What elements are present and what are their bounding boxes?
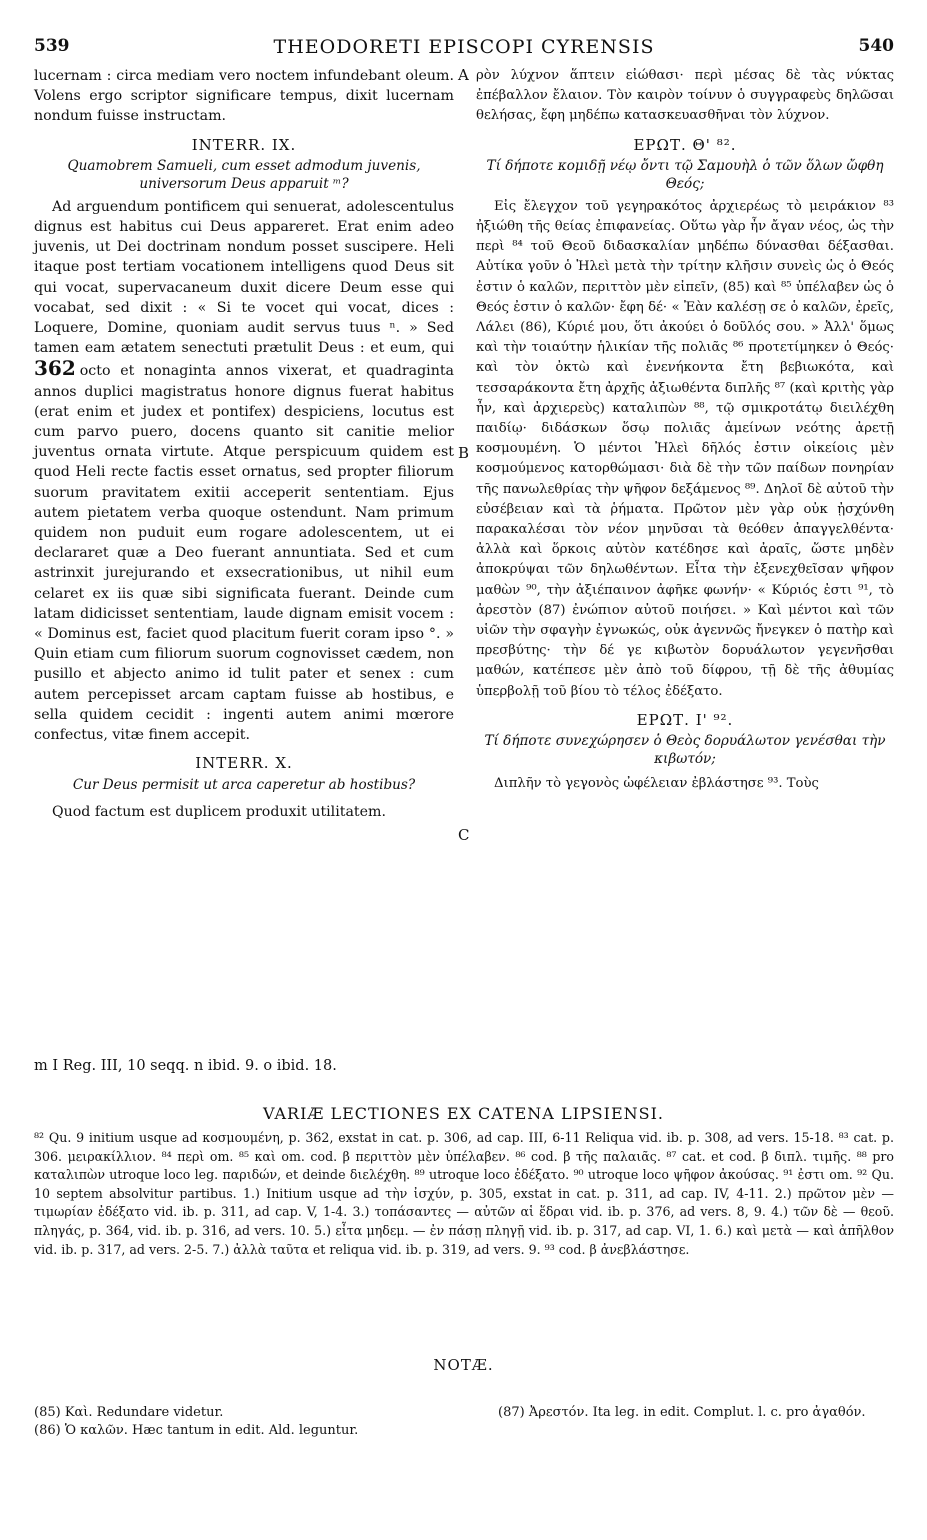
latin-question-x: Cur Deus permisit ut arca caperetur ab hostibus? [72,776,416,793]
notae-left [34,1404,454,1440]
latin-question-ix: Quamobrem Samueli, cum esset admodum juvenis, universorum Deus apparuit ᵐ? [67,157,421,192]
latin-paragraph-2 [34,197,454,745]
greek-question-ix: Τί δήποτε κομιδῇ νέῳ ὄντι τῷ Σαμουὴλ ὁ τῶν ὅλων ὤφθη Θεός; [486,157,884,192]
variae-heading: VARIÆ LECTIONES EX CATENA LIPSIENSI. [263,1104,664,1123]
note-85: (85) Καὶ. Redundare videtur. [34,1405,224,1420]
note-87: (87) Ἀρεστόν. Ita leg. in edit. Complut. l. c. pro ἀγαθόν. [498,1405,866,1420]
latin-column [34,66,454,822]
column-number: 362 [34,356,76,381]
greek-heading-ix: ΕΡΩΤ. Θ' ⁸². [633,135,737,154]
footnote-references: m I Reg. III, 10 seqq. n ibid. 9. o ibid. 18. [34,1058,337,1074]
left-page-number: 539 [34,36,70,56]
margin-letter-c: C [458,826,470,844]
greek-paragraph-3: Διπλῆν τὸ γεγονὸς ὠφέλειαν ἐβλάστησε ⁹³. Τοὺς [494,776,819,792]
greek-paragraph-2: Εἰς ἔλεγχον τοῦ γεγηρακότος ἀρχιερέως τὸ μειράκιον ⁸³ ἠξιώθη τῆς θείας ἐπιφανείας. Οὕτω γὰρ ἦν ἄγαν νέος, ὡς τὴν περὶ ⁸⁴ τοῦ Θεοῦ διδασκαλίαν μηδέπω δύνασθαι δέξασθαι. Αὐτίκα γοῦν ὁ Ἠλεὶ μετὰ τὴν τρίτην κλῆσιν συνεὶς ὡς ὁ Θεός ἐστιν ὁ καλῶν, περιττὸν μὲν εἰπεῖν, (85) καὶ ⁸⁵ ὑπέλαβεν ὡς ὁ Θεός ἐστιν ὁ καλῶν· ἔφη δέ· « Ἐὰν καλέσῃ σε ὁ καλῶν, ἐρεῖς, Λάλει (86), Κύριέ μου, ὅτι ἀκούει ὁ δοῦλός σου. » Ἀλλ' ὅμως καὶ τὴν τοιαύτην ἡλικίαν τῆς πολιᾶς ⁸⁶ προτετίμηκεν ὁ Θεός· καὶ τὸν ὀκτὼ καὶ ἐνενήκοντα ἔτη βεβιωκότα, καὶ τεσσαράκοντα ἔτη ἀρχῆς ἀξιωθέντα διπλῆς ⁸⁷ (καὶ κριτὴς γὰρ ἦν, καὶ ἀρχιερεὺς) καταλιπὼν ⁸⁸, τῷ σμικροτάτῳ διειλέχθη παιδίῳ· διδάσκων ὅσῳ πολιᾶς ἀμείνων νεότης ἀρετῇ κοσμουμένη. Ὁ μέντοι Ἠλεὶ δῆλός ἐστιν οἰκείοις μὲν κοσμούμενος κατορθώμασι· διὰ δὲ τὴν τῶν παίδων πονηρίαν τῆς πανωλεθρίας τὴν ψῆφον δεξάμενος ⁸⁹. Δηλοῖ δὲ αὐτοῦ τὴν εὐσέβειαν καὶ τὰ ῥήματα. Πρῶτον μὲν γὰρ οὐκ ᾐσχύνθη παρακαλέσαι τὸν νέον μηνῦσαι τὰ θεόθεν ἀπαγγελθέντα· ἀλλὰ καὶ ὅρκοις αὐτὸν κατέδησε καὶ ἀραῖς, ὥστε μηδὲν ἀποκρύψαι τῶν δηλωθέντων. Εἶτα τὴν ἐξενεχθεῖσαν ψῆφον μαθὼν ⁹⁰, τὴν ἀξιέπαινον ἀφῆκε φωνήν· « Κύριός ἐστι ⁹¹, τὸ ἀρεστὸν (87) ἐνώπιον αὐτοῦ ποιήσει. » Καὶ μέντοι καὶ τῶν υἱῶν τὴν σφαγὴν ἐγνωκώς, οὐκ ἀγεννῶς ἤνεγκεν ὁ πατὴρ καὶ πρεσβύτης· τὴν δέ γε κιβωτὸν δορυάλωτον γεγενῆσθαι μαθών, κατέπεσε μὲν ἀπὸ τοῦ δίφρου, τῇ δὲ τῆς ἀθυμίας ὑπερβολῇ τοῦ βίου τὸ τέλος ἐδέξατο. [476,198,894,699]
latin-paragraph-1: lucernam : circa mediam vero noctem infundebant oleum. Volens ergo scriptor significare tempus, dixit lucernam nondum fuisse instructam. [34,68,454,125]
latin-paragraph-2b: octo et nonaginta annos vixerat, et quadraginta annos duplici magistratus honore dignus fuerat habitus (erat enim et judex et pontifex) despiciens, locutus est cum parvo puero, docens quanto sit canitie melior juventus ornata virtute. Atque perspicuum quidem est quod Heli recte factis esset ornatus, sed propter filiorum suorum pravitatem exitii acceperit sententiam. Ejus autem pietatem verba quoque ostendunt. Nam primum quidem non puduit eum rogare adolescentem, ut ei declararet quæ a Deo fuerant annuntiata. Sed et cum astrinxit jurejurando et exsecrationibus, ut nihil eum celaret ex iis quæ sibi significata fuerant. Deinde cum latam didicisset sententiam, laude dignam emisit vocem : « Dominus est, faciet quod placitum fuerit coram ipso °. » Quin etiam cum filiorum suorum cognovisset cædem, non pusillo et abjecto animo id tulit pater et senex : cum autem percepisset arcam captam fuisse ab hostibus, e sella quidem cecidit : ingenti autem animi mœrore confectus, vitæ finem accepit. [34,363,454,744]
margin-letter-a: A [458,66,469,84]
notae-right [498,1404,894,1422]
notae-heading: NOTÆ. [433,1356,494,1374]
latin-heading-x: INTERR. X. [195,754,293,773]
margin-letter-b: B [458,444,470,462]
running-title: THEODORETI EPISCOPI CYRENSIS [273,36,655,58]
greek-column [476,66,894,794]
right-page-number: 540 [858,36,894,56]
greek-paragraph-1: ρὸν λύχνον ἅπτειν εἰώθασι· περὶ μέσας δὲ τὰς νύκτας ἐπέβαλλον ἔλαιον. Τὸν καιρὸν τοίνυν ὁ συγγραφεὺς δηλῶσαι θελήσας, ἔφη μηδέπω κατασκευασθῆναι τὸν λύχνον. [476,68,894,124]
latin-heading-ix: INTERR. IX. [191,135,297,154]
latin-paragraph-3: Quod factum est duplicem produxit utilitatem. [52,803,386,820]
greek-heading-x: ΕΡΩΤ. Ι' ⁹². [636,710,734,729]
latin-paragraph-2a: Ad arguendum pontificem qui senuerat, adolescentulus dignus est habitus cui Deus appareret. Erat enim adeo juvenis, ut Dei doctrinam nondum posset suscipere. Heli itaque post tertiam vocationem intelligens quod Deus sit qui vocat, supervacaneum duxit dicere Deum esse qui vocabat, sed dixit : « Si te vocet qui vocat, dices : Loquere, Domine, quoniam audit servus tuus ⁿ. » Sed tamen eam ætatem senectuti prætulit Deus : et eum, qui [34,198,454,357]
page-header [34,36,894,66]
note-86: (86) Ὁ καλῶν. Hæc tantum in edit. Ald. leguntur. [34,1423,359,1438]
variae-body: ⁸² Qu. 9 initium usque ad κοσμουμένη, p. 362, exstat in cat. p. 306, ad cap. III, 6-11 Reliqua vid. ib. p. 308, ad vers. 15-18. ⁸³ cat. p. 306. μειρακίλλιον. ⁸⁴ περὶ om. ⁸⁵ καὶ om. cod. β περιττὸν μὲν ὑπέλαβεν. ⁸⁶ cod. β τῆς παλαιᾶς. ⁸⁷ cat. et cod. β διπλ. τιμῆς. ⁸⁸ pro καταλιπὼν utroque loco leg. παριδών, et deinde διελέχθη. ⁸⁹ utroque loco ἐδέξατο. ⁹⁰ utroque loco ψῆφον ἀκούσας. ⁹¹ ἐστι om. ⁹² Qu. 10 septem absolvitur partibus. 1.) Initium usque ad τὴν ἰσχύν, p. 305, exstat in cat. p. 311, ad cap. IV, 4-11. 2.) πρῶτον μὲν — τιμωρίαν ἐδέξατο vid. ib. p. 311, ad cap. V, 1-4. 3.) τοπάσαντες — αὐτῶν αἱ ἕδραι vid. ib. p. 376, ad vers. 8, 9. 4.) τῶν δὲ — θεοῦ. πληγάς, p. 364, vid. ib. p. 316, ad vers. 10. 5.) εἶτα μηδεμ. — ἐν πάσῃ πληγῇ vid. ib. p. 317, ad cap. VI, 1. 6.) καὶ μετὰ — καὶ ἀπῆλθον vid. ib. p. 317, ad vers. 2-5. 7.) ἀλλὰ ταῦτα et reliqua vid. ib. p. 319, ad vers. 9. ⁹³ cod. β ἀνεβλάστησε. [34,1130,894,1257]
greek-question-x: Τί δήποτε συνεχώρησεν ὁ Θεὸς δορυάλωτον γενέσθαι τὴν κιβωτόν; [484,733,886,768]
